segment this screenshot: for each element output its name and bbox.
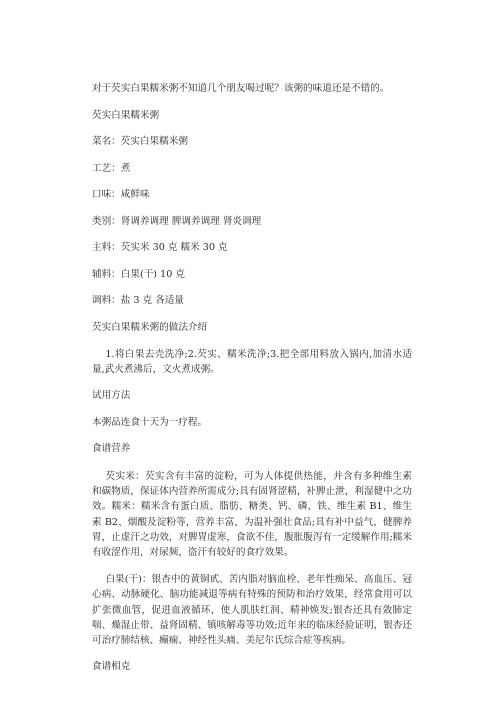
nutrition-baiguo-paragraph: 白果(干)：银杏中的黄铜甙、苦内脂对脑血栓、老年性痴呆、高血压、冠心病、动脉硬化、脑功能减退等病有特殊的预防和治疗效果，经常食用可以扩张微血管，促进血液循环，使人肌肤红润、精神焕发;银杏还具有敛肺定喘、燥湿止带、益肾固精、镇咳解毒等功效;近年来的临床经验证明，银杏还可治疗肺结核、癫痫、神经性头痛、美尼尔氏综合症等疾病。	[92, 574, 412, 646]
nutrition-qianshi-paragraph: 芡实米：芡实含有丰富的淀粉，可为人体提供热能，并含有多种维生素和碳物质，保证体内营养所需成分;具有固肾涩精，补脾止泄，利湿健中之功效。糯米：糯米含有蛋白质、脂肪、糖类、钙、磷、铁、维生素 B1、维生素 B2、烟酸及淀粉等，营养丰富，为温补强壮食品;具有补中益气，健脾养胃，止虚汗之功效，对脾胃虚寒，食欲不佳，腹胀腹泻有一定缓解作用;糯米有收涩作用，对尿频，盗汗有较好的食疗效果。	[92, 470, 412, 558]
intro-text: 对于芡实白果糯米粥不知道几个朋友喝过呢？该粥的味道还是不错的。	[92, 83, 390, 94]
method-text: 1.将白果去壳洗净;2.芡实、糯米洗净;3.把全部用料放入锅内,加清水适量,武火煮沸后，文火煮成粥。	[92, 349, 412, 376]
main-ingredients: 主料：芡实米 30 克 糯米 30 克	[92, 242, 228, 253]
seasoning: 调料：盐 3 克 各适量	[92, 295, 185, 306]
category: 类别：肾调养调理 脾调养调理 肾炎调理	[92, 215, 262, 227]
document-body	[92, 82, 412, 687]
taste: 口味：咸鲜味	[92, 189, 150, 200]
nutrition-heading: 食谱营养	[92, 443, 131, 455]
technique: 工艺：煮	[92, 162, 131, 174]
recipe-title: 芡实白果糯米粥	[92, 109, 160, 121]
auxiliary-ingredients: 辅料：白果(干) 10 克	[92, 268, 185, 280]
usage-heading: 试用方法	[92, 390, 131, 402]
usage-text: 本粥品连食十天为一疗程。	[92, 416, 208, 428]
dish-name: 菜名：芡实白果糯米粥	[92, 136, 188, 147]
compatibility-heading: 食谱相克	[92, 661, 131, 673]
method-heading: 芡实白果糯米粥的做法介绍	[92, 321, 208, 333]
